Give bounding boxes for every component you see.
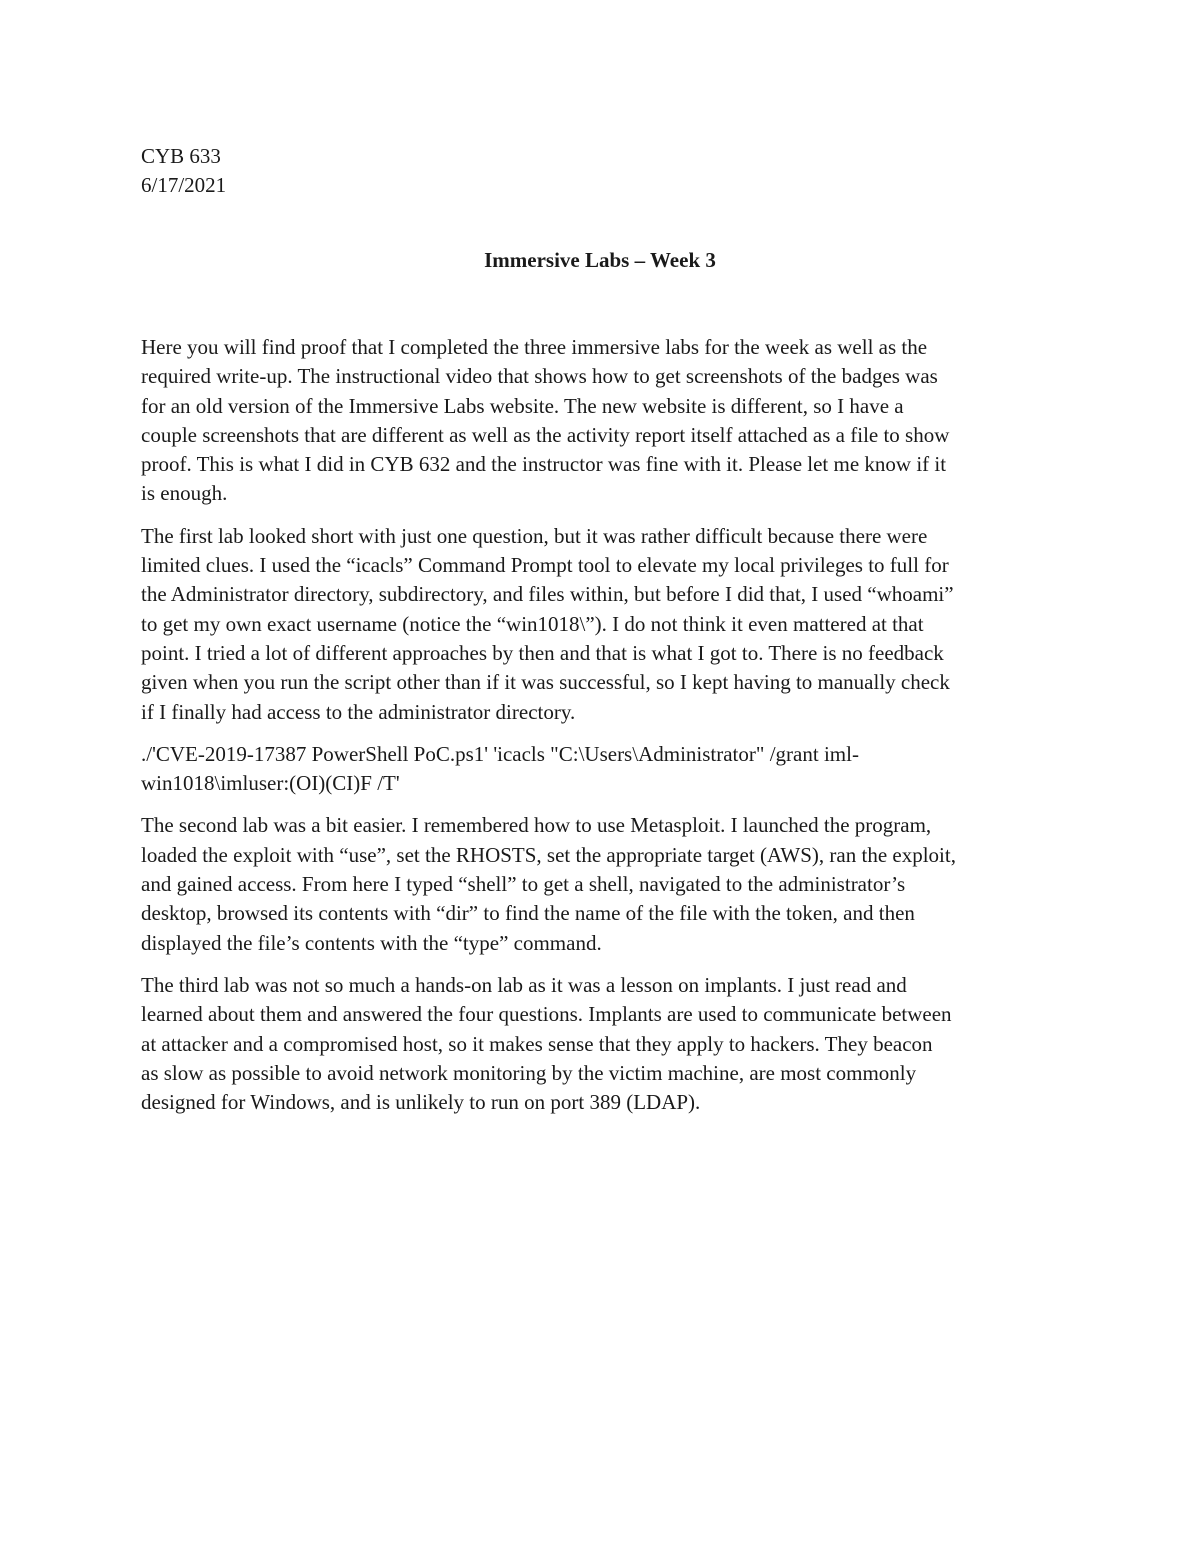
document-title: Immersive Labs – Week 3 (484, 248, 716, 272)
text-line: learned about them and answered the four questions. Implants are used to communicate between (141, 1002, 952, 1027)
text-line: to get my own exact username (notice the “win1018\”). I do not think it even mattered at that (141, 611, 924, 636)
text-line: proof. This is what I did in CYB 632 and the instructor was fine with it. Please let me know if it (141, 452, 947, 477)
document-body (141, 333, 1061, 1130)
document-header (141, 142, 226, 200)
paragraph-5 (141, 971, 1061, 1117)
paragraph-3 (141, 740, 1061, 799)
text-line: The third lab was not so much a hands-on lab as it was a lesson on implants. I just read and (141, 972, 907, 997)
text-line: if I finally had access to the administrator directory. (141, 699, 576, 724)
text-line: and gained access. From here I typed “shell” to get a shell, navigated to the administrator’s (141, 872, 906, 897)
text-line: The second lab was a bit easier. I remembered how to use Metasploit. I launched the program, (141, 813, 932, 838)
text-line: the Administrator directory, subdirectory, and files within, but before I did that, I used “whoami” (141, 582, 954, 607)
text-line: Here you will find proof that I completed the three immersive labs for the week as well as the (141, 335, 928, 359)
text-line: as slow as possible to avoid network monitoring by the victim machine, are most commonly (141, 1060, 917, 1085)
text-line: at attacker and a compromised host, so it makes sense that they apply to hackers. They beacon (141, 1031, 933, 1056)
text-line: is enough. (141, 481, 228, 506)
text-line: for an old version of the Immersive Labs website. The new website is different, so I have a (141, 393, 904, 418)
text-line: loaded the exploit with “use”, set the RHOSTS, set the appropriate target (AWS), ran the exploit, (141, 842, 956, 867)
text-line: given when you run the script other than if it was successful, so I kept having to manually check (141, 670, 950, 695)
document-date: 6/17/2021 (141, 173, 227, 197)
text-line: win1018\imluser:(OI)(CI)F /T' (141, 771, 400, 796)
paragraph-1 (141, 333, 1061, 509)
paragraph-4 (141, 811, 1061, 957)
text-line: designed for Windows, and is unlikely to run on port 389 (LDAP). (141, 1090, 701, 1115)
text-line: required write-up. The instructional video that shows how to get screenshots of the badges was (141, 364, 938, 389)
text-line: displayed the file’s contents with the “type” command. (141, 930, 602, 955)
course-code: CYB 633 (141, 144, 221, 168)
text-line: couple screenshots that are different as well as the activity report itself attached as a file to show (141, 422, 950, 447)
text-line: desktop, browsed its contents with “dir” to find the name of the file with the token, and then (141, 901, 915, 926)
text-line: point. I tried a lot of different approaches by then and that is what I got to. There is no feedback (141, 640, 944, 665)
text-line: limited clues. I used the “icacls” Command Prompt tool to elevate my local privileges to full for (141, 553, 949, 578)
paragraph-2 (141, 522, 1061, 727)
text-line: ./'CVE-2019-17387 PowerShell PoC.ps1' 'icacls "C:\Users\Administrator" /grant iml- (141, 741, 859, 766)
text-line: The first lab looked short with just one question, but it was rather difficult because there were (141, 523, 928, 548)
